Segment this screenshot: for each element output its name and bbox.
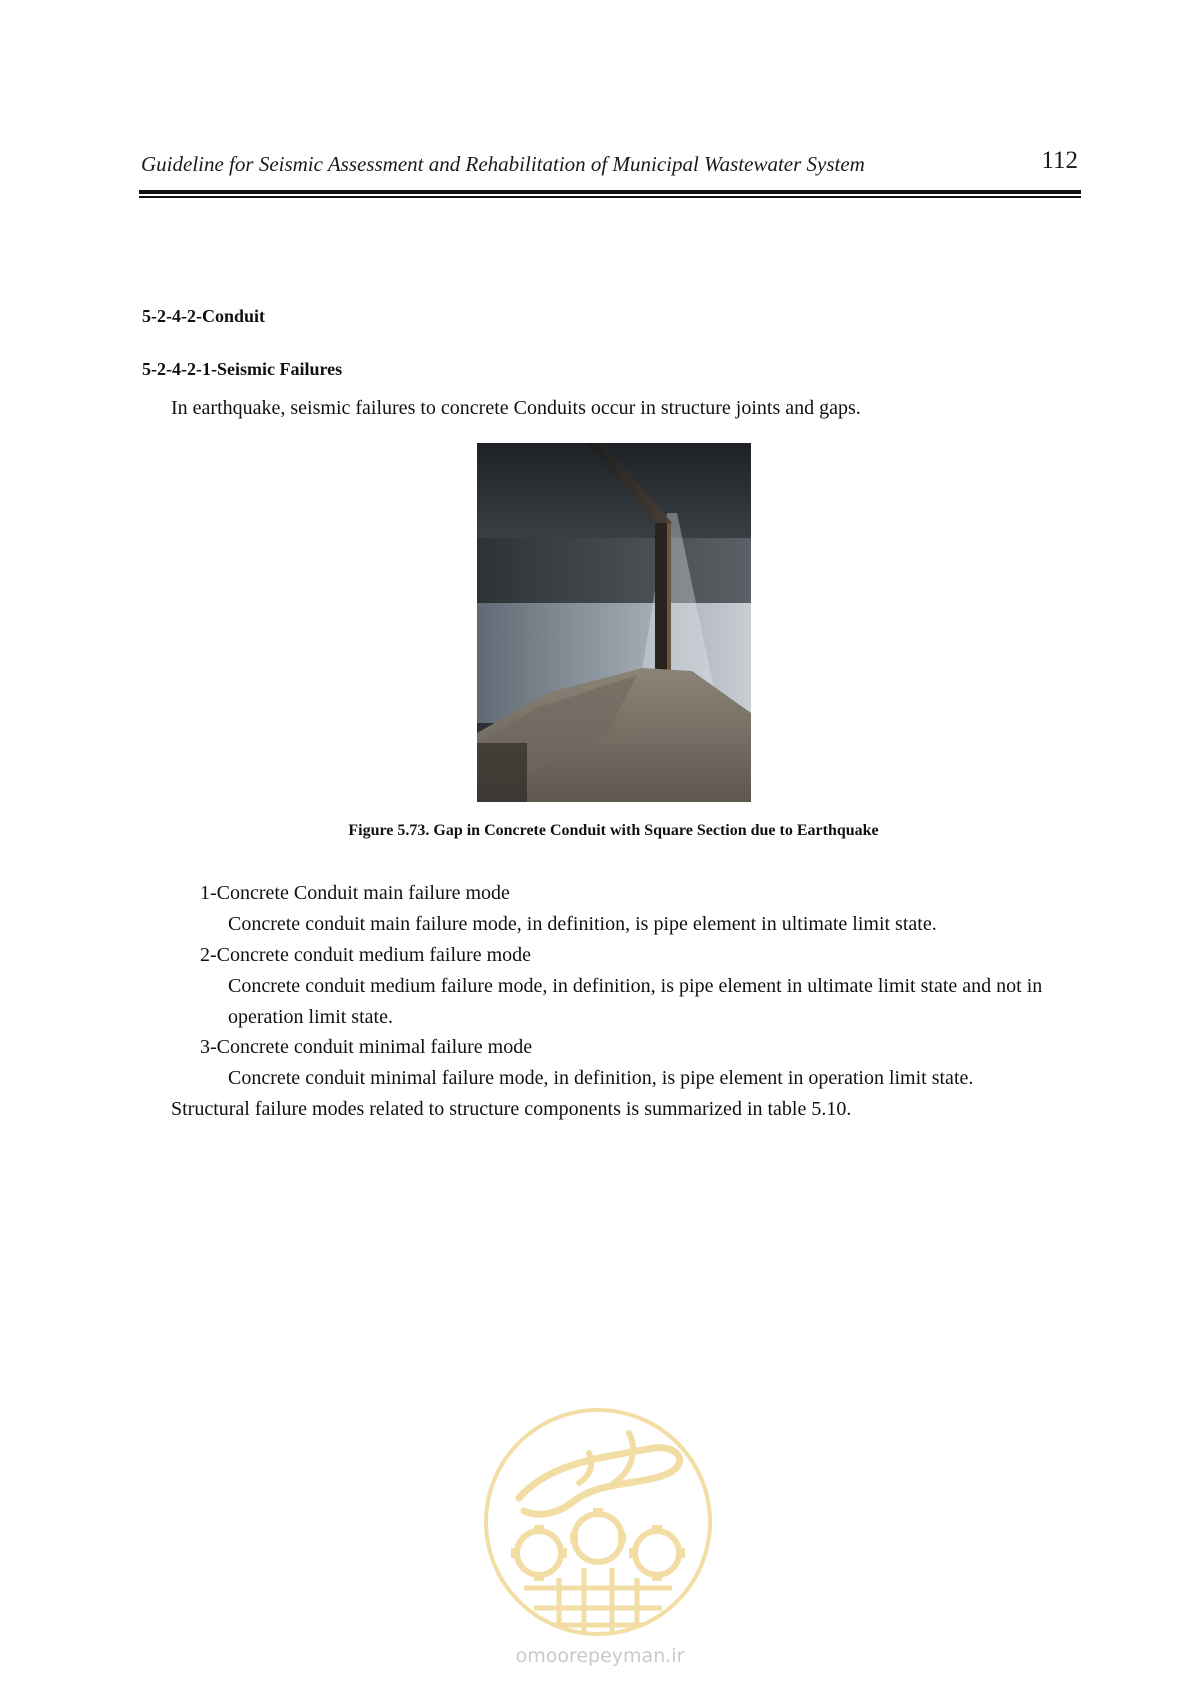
failure-mode-description: Concrete conduit main failure mode, in definition, is pipe element in ultimate limit state. <box>228 913 937 935</box>
page-number: 112 <box>1041 147 1078 174</box>
running-header: Guideline for Seismic Assessment and Rehabilitation of Municipal Wastewater System <box>141 152 865 176</box>
subsection-heading: 5-2-4-2-1-Seismic Failures <box>142 359 343 379</box>
header-rule-thick <box>139 190 1081 194</box>
failure-mode-description: Concrete conduit medium failure mode, in definition, is pipe element in ultimate limit state and not in operation limit state. <box>228 975 1043 1028</box>
figure-photo <box>477 443 751 802</box>
closing-paragraph: Structural failure modes related to structure components is summarized in table 5.10. <box>171 1098 852 1120</box>
figure-caption: Figure 5.73. Gap in Concrete Conduit with Square Section due to Earthquake <box>348 822 879 839</box>
section-heading: 5-2-4-2-Conduit <box>142 306 266 326</box>
failure-mode-description: Concrete conduit minimal failure mode, in definition, is pipe element in operation limit state. <box>228 1067 974 1089</box>
conduit-photo-illustration <box>477 443 751 802</box>
header-rule <box>139 190 1081 199</box>
header-rule-thin <box>139 196 1081 198</box>
intro-paragraph: In earthquake, seismic failures to concrete Conduits occur in structure joints and gaps. <box>171 397 861 419</box>
failure-mode-title: 1-Concrete Conduit main failure mode <box>200 882 510 904</box>
seal-icon <box>479 1403 717 1641</box>
failure-mode-title: 3-Concrete conduit minimal failure mode <box>200 1036 533 1058</box>
watermark-seal-logo <box>479 1403 717 1641</box>
failure-mode-title: 2-Concrete conduit medium failure mode <box>200 944 532 966</box>
watermark-url: omoorepeyman.ir <box>515 1645 685 1667</box>
